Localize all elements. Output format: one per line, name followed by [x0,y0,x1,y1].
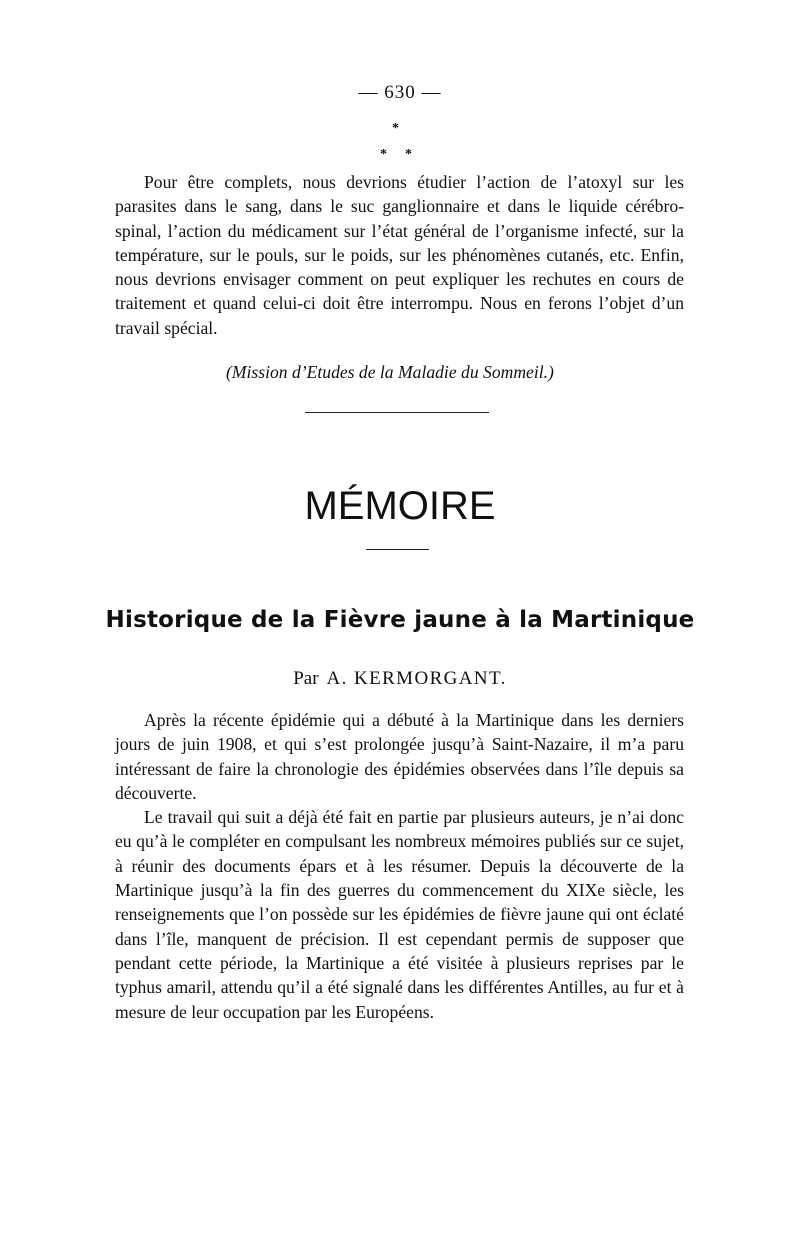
article-byline [0,668,800,690]
article-body [115,708,684,1024]
section-heading: MÉMOIRE [304,484,496,528]
closing-paragraph-block [115,170,684,340]
asterism-star: * [392,121,399,136]
heading-underline-rule [366,549,429,550]
page-number: — 630 — [358,82,442,103]
byline-prefix: Par [293,668,319,689]
asterism-star: * [380,147,387,162]
body-paragraph: Après la récente épidémie qui a débuté à la Martinique dans les derniers jours de juin 1908, et qui s’est prolongée jusqu’à Saint-Nazaire, il m’a paru intéressant de faire la chronologie des épidémies observées dans l’île depuis sa découverte. [115,710,684,803]
byline-author: A. KERMORGANT. [326,668,507,689]
article-title: Historique de la Fièvre jaune à la Martinique [105,607,695,633]
article-signature: (Mission d’Etudes de la Maladie du Sommeil.) [226,362,554,382]
asterism-separator [360,122,440,166]
section-divider-rule [305,412,489,413]
asterism-star: * [405,147,412,162]
closing-paragraph: Pour être complets, nous devrions étudier l’action de l’atoxyl sur les parasites dans le sang, dans le suc ganglionnaire et dans le liquide cérébro-spinal, l’action du médicament sur l’état général de l’organisme infecté, sur la température, sur le pouls, sur le poids, sur les phénomènes cutanés, etc. Enfin, nous devrions envisager comment on peut expliquer les rechutes en cours de traitement et quand celui-ci doit être interrompu. Nous en ferons l’objet d’un travail spécial. [115,172,684,338]
body-paragraph: Le travail qui suit a déjà été fait en partie par plusieurs auteurs, je n’ai donc eu qu’à le compléter en compulsant les nombreux mémoires publiés sur ce sujet, à réunir des documents épars et à les résumer. Depuis la découverte de la Martinique jusqu’à la fin des guerres du commencement du XIXe siècle, les renseignements que l’on possède sur les épidémies de fièvre jaune qui ont éclaté dans l’île, manquent de précision. Il est cependant permis de supposer que pendant cette période, la Martinique a été visitée à plusieurs reprises par le typhus amaril, attendu qu’il a été signalé dans les différentes Antilles, au fur et à mesure de leur occupation par les Européens. [115,807,684,1022]
